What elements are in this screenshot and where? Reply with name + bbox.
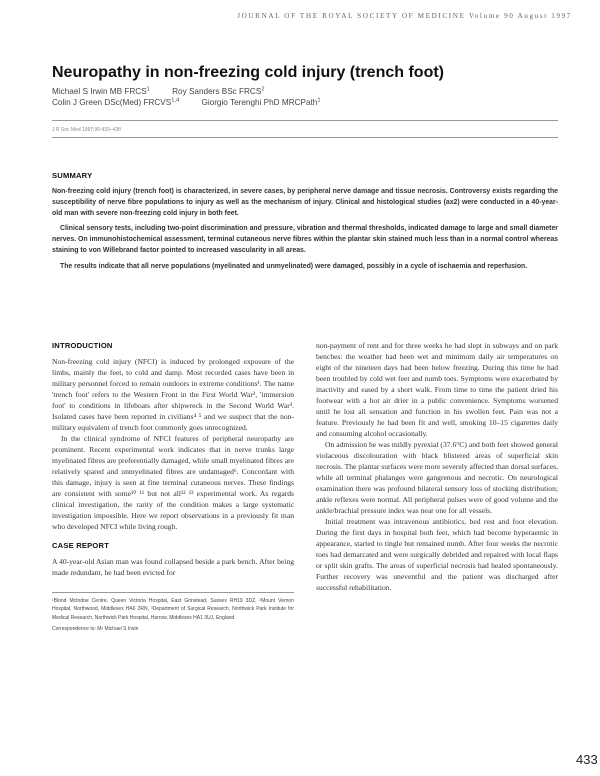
summary-heading: SUMMARY bbox=[52, 171, 93, 180]
case-report-paragraph-4: Initial treatment was intravenous antibiotics, bed rest and foot elevation. During the first days in hospital both feet, which had become hyperaemic in appearance, started to tingle but remained numb. After four weeks the necrotic toes had demarcated and were surgically debrided and repaired with local flaps or split skin grafts. The areas of superficial necrosis had healed spontaneously. Further recovery was uneventful and the patient was discharged after successful rehabilitation. bbox=[316, 517, 558, 592]
affiliations-text: ¹Blond McIndoe Centre, Queen Victoria Hospital, East Grinstead, Sussex RH19 3DZ, ²Mount Vernon Hospital, Northwood, Middlesex HA6 2RN, ³Department of Surgical Research, Northwick Park Institute for Medical Research, Northwick Park Hospital, Harrow, Middlesex HA1 3UJ, England bbox=[52, 598, 294, 621]
author-terenghi: Giorgio Terenghi PhD MRCPath$^1$ bbox=[201, 96, 321, 107]
article-title: Neuropathy in non-freezing cold injury (trench foot) bbox=[52, 64, 444, 81]
introduction-paragraph-2: In the clinical syndrome of NFCI features of peripheral neuropathy are prominent. Recent experimental work indicates that in nerve trunks large myelinated fibres are preferentially damaged, while small myelinated fibres are relatively spared and unmyelinated fibres are undamaged⁶. Concordant with this damage, injury is seen at fine terminal cutaneous nerves. These findings are consistent with some¹⁰ ¹¹ but not all¹² ¹³ experimental work. As regards clinical investigation, the rarity of the condition makes a large systematic investigation impossible. Here we report observations in a previously fit man who developed NFCI while living rough. bbox=[52, 434, 294, 531]
author-green: Colin J Green DSc(Med) FRCVS$^{1,4}$ bbox=[52, 96, 180, 107]
introduction-paragraph-1: Non-freezing cold injury (NFCI) is induced by prolonged exposure of the limbs, mainly the feet, to cold and damp. Most recorded cases have been in military personnel forced to remain outdoors in extreme conditions¹. The name 'trench foot' refers to the Western Front in the First World War², 'immersion foot' to conditions in lifeboats after shipwreck in the Second World War³. Isolated cases have been reported in civilians⁴ ⁵ and we suspect that the non-military equivalent of trench foot commonly goes unrecognized. bbox=[52, 357, 294, 432]
author-irwin: Michael S Irwin MB FRCS$^1$ bbox=[52, 86, 150, 96]
summary-paragraph-1: Non-freezing cold injury (trench foot) is characterized, in severe cases, by peripheral nerve damage and tissue necrosis. Controversy exists regarding the susceptibility of nerve fibre populations to injury as well as the mechanism of injury. Clinical and histological studies (ax2) were conducted in a 40-year-old man with severe non-freezing cold injury in both feet. bbox=[52, 188, 558, 218]
footnote-divider bbox=[52, 592, 294, 593]
author-sanders: Roy Sanders BSc FRCS$^2$ bbox=[172, 86, 265, 96]
author-line-2 bbox=[52, 98, 540, 109]
summary-abstract bbox=[52, 186, 558, 276]
summary-paragraph-2: Clinical sensory tests, including two-point discrimination and pressure, vibration and thermal thresholds, indicated damage to large and small diameter nerves. On immunohistochemical assessment, terminal cutaneous nerve fibres within the plantar skin stained much less than in a normal control whereas staining to von Willebrand factor pointed to increased vascularity in all areas. bbox=[52, 225, 558, 255]
citation-line: J R Soc Med 1997;90:433–438 bbox=[52, 127, 121, 133]
journal-header: JOURNAL OF THE ROYAL SOCIETY OF MEDICINE Volume 90 August 1997 bbox=[237, 12, 572, 20]
summary-paragraph-3: The results indicate that all nerve populations (myelinated and unmyelinated) were damaged, possibly in a cycle of ischaemia and reperfusion. bbox=[60, 262, 528, 270]
header-divider bbox=[52, 120, 558, 121]
page-number: 433 bbox=[576, 752, 598, 767]
author-line-1 bbox=[52, 87, 540, 98]
case-report-paragraph-1: A 40-year-old Asian man was found collapsed beside a park bench. After being made redundant, he had been evicted for bbox=[52, 557, 294, 577]
introduction-heading: INTRODUCTION bbox=[52, 341, 113, 350]
left-column bbox=[52, 340, 294, 634]
right-column bbox=[316, 340, 558, 593]
case-report-heading: CASE REPORT bbox=[52, 541, 110, 550]
case-report-paragraph-2: non-payment of rent and for three weeks he had slept in subways and on park benches: the weather had been wet and minimum daily air temperatures on eight of the nineteen days had been below freezing. During this time he had been troubled by cold wet feet and numb toes. Symptoms were exacerbated by inactivity and eased by a short walk. From time to time the patient dried his footwear with a hot air drier in a public convenience. Symptoms worsened until he lost all sensation and function in his swollen feet. Pain was not a feature. Previously he had been fit and well, smoking 10–15 cigarettes daily and consuming alcohol occasionally. bbox=[316, 341, 558, 438]
author-list bbox=[52, 87, 540, 108]
affiliations-footnote bbox=[52, 597, 294, 634]
case-report-paragraph-3: On admission he was mildly pyrexial (37.6°C) and both feet showed general violaceous discolouration with black blistered areas of superficial skin necrosis. The plantar surfaces were more severely affected than dorsal surfaces, while all terminal phalanges were gangrenous and necrotic. On neurological examination there was profound bilateral sensory loss of stocking distribution; ankle reflexes were normal. All peripheral pulses were of good volume and the ankle/brachial pressure index was near one for all vessels. bbox=[316, 440, 558, 515]
correspondence-text: Correspondence to: Mr Michael S Irwin bbox=[52, 626, 139, 633]
citation-divider bbox=[52, 137, 558, 138]
